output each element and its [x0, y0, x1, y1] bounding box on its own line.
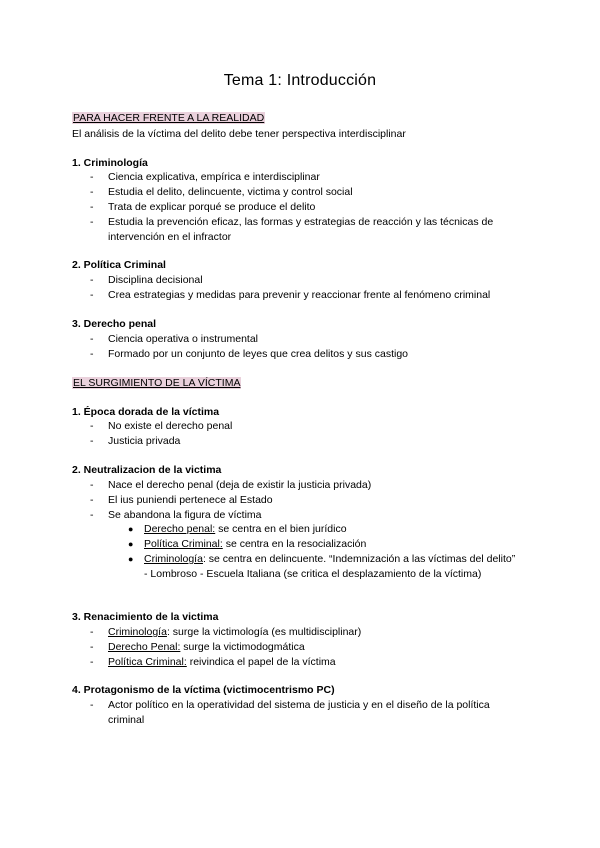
item-text: : surge la victimología (es multidisciplinar)	[166, 626, 362, 638]
section-heading-surgimiento: EL SURGIMIENTO DE LA VÍCTIMA	[73, 377, 241, 389]
list-item: Crea estrategias y medidas para prevenir y reaccionar frente al fenómeno criminal	[108, 289, 491, 301]
list-item: Ciencia operativa o instrumental	[108, 333, 258, 345]
list-item: Nace el derecho penal (deja de existir la justicia privada)	[108, 479, 372, 491]
document-title: Tema 1: Introducción	[223, 72, 377, 89]
bullet-term: Política Criminal:	[144, 538, 223, 550]
list-dash: -	[90, 186, 94, 198]
list-dash: -	[90, 435, 94, 447]
bullet-text: se centra en el bien jurídico	[215, 523, 347, 535]
bullet-term: Derecho penal:	[144, 523, 216, 535]
list-item	[108, 625, 528, 640]
list-dash: -	[90, 348, 94, 360]
item-term: Criminología	[108, 626, 167, 638]
item-term: Política Criminal:	[108, 656, 187, 668]
list-item	[108, 640, 528, 655]
list-dash: -	[90, 333, 94, 345]
list-item: Formado por un conjunto de leyes que crea delitos y sus castigo	[108, 348, 409, 360]
bullet-term: Criminología	[144, 553, 203, 565]
subsection-title-neutralizacion: 2. Neutralizacion de la victima	[72, 464, 222, 476]
list-item: Trata de explicar porqué se produce el delito	[108, 201, 316, 213]
bullet-text: se centra en la resocialización	[222, 538, 367, 550]
item-text: surge la victimodogmática	[180, 641, 305, 653]
subsection-title-criminologia: 1. Criminología	[72, 157, 148, 169]
bullet-item	[144, 537, 519, 552]
subsection-title-politica-criminal: 2. Política Criminal	[72, 259, 166, 271]
subsection-title-derecho-penal: 3. Derecho penal	[72, 318, 157, 330]
item-text: reivindica el papel de la víctima	[186, 656, 336, 668]
list-dash: -	[90, 201, 94, 213]
list-dash: -	[90, 509, 94, 521]
list-dash: -	[90, 626, 94, 638]
list-dash: -	[90, 289, 94, 301]
list-dash: -	[90, 479, 94, 491]
list-item: Estudia el delito, delincuente, victima y control social	[108, 186, 353, 198]
bullet-dot: ●	[128, 554, 134, 564]
section-heading-realidad: PARA HACER FRENTE A LA REALIDAD	[73, 112, 265, 124]
subsection-title-protagonismo: 4. Protagonismo de la víctima (victimocentrismo PC)	[72, 684, 335, 696]
list-dash: -	[90, 274, 94, 286]
list-item: Estudia la prevención eficaz, las formas y estrategias de reacción y las técnicas de intervención en el infractor	[108, 216, 494, 243]
bullet-text: : se centra en delincuente. “Indemnización a las víctimas del delito” - Lombroso - Escuela Italiana (se critica el desplazamiento de la víctima)	[144, 553, 516, 580]
list-dash: -	[90, 216, 94, 228]
subsection-title-renacimiento: 3. Renacimiento de la victima	[72, 611, 219, 623]
list-item: No existe el derecho penal	[108, 420, 233, 432]
list-item	[108, 655, 528, 670]
bullet-item	[144, 552, 519, 582]
list-dash: -	[90, 656, 94, 668]
subsection-title-epoca-dorada: 1. Época dorada de la víctima	[72, 406, 220, 418]
list-item: Ciencia explicativa, empírica e interdisciplinar	[108, 171, 320, 183]
list-item: Justicia privada	[108, 435, 181, 447]
list-dash: -	[90, 171, 94, 183]
bullet-dot: ●	[128, 539, 134, 549]
section-intro: El análisis de la víctima del delito debe tener perspectiva interdisciplinar	[72, 128, 406, 140]
list-dash: -	[90, 699, 94, 711]
list-item: Disciplina decisional	[108, 274, 203, 286]
item-term: Derecho Penal:	[108, 641, 181, 653]
list-dash: -	[90, 494, 94, 506]
list-item: El ius puniendi pertenece al Estado	[108, 494, 273, 506]
bullet-item	[144, 522, 519, 537]
bullet-dot: ●	[128, 524, 134, 534]
list-dash: -	[90, 641, 94, 653]
list-item: Se abandona la figura de víctima	[108, 509, 262, 521]
list-item: Actor político en la operatividad del sistema de justicia y en el diseño de la política criminal	[108, 699, 490, 726]
list-dash: -	[90, 420, 94, 432]
